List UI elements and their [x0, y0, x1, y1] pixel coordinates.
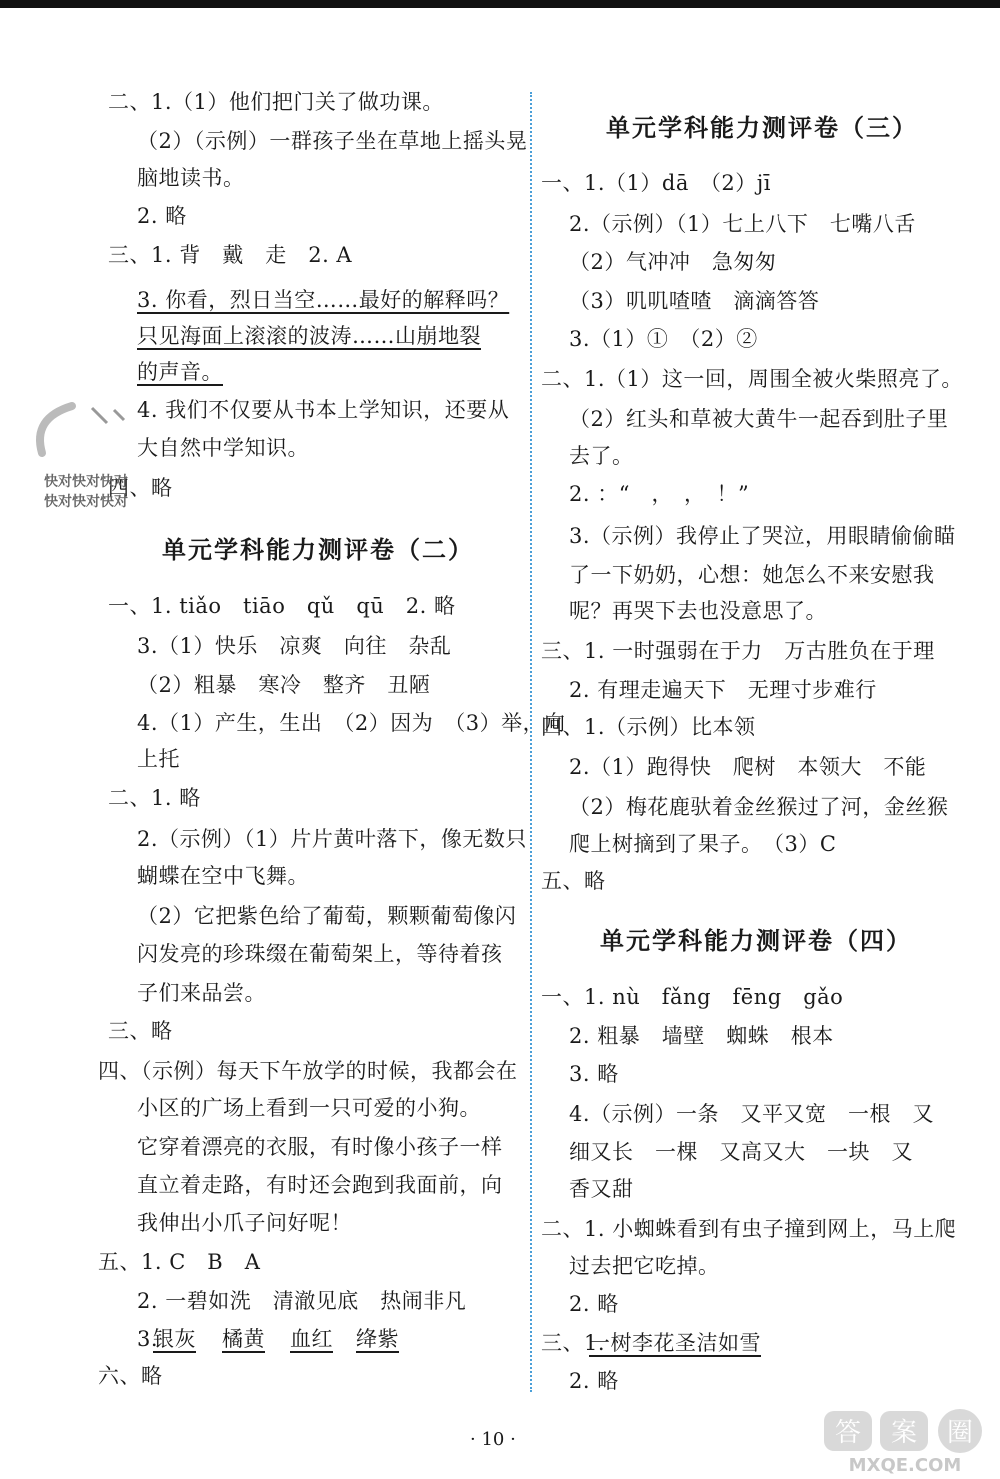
- top-border: [0, 0, 1000, 8]
- answer-line: 2.（示例）（1）片片黄叶落下，像无数只: [137, 827, 527, 851]
- answer-line: 3.（示例）我停止了哭泣，用眼睛偷偷瞄: [569, 524, 956, 548]
- answer-line: 2.（示例）（1）七上八下 七嘴八舌: [569, 212, 916, 236]
- answer-line: 一、1. tiǎo tiāo qǔ qū 2. 略: [108, 594, 456, 618]
- answer-line: 蝴蝶在空中飞舞。: [137, 864, 309, 888]
- answer-line: 四、（示例）每天下午放学的时候，我都会在: [98, 1059, 518, 1083]
- answer-line: 四、1.（示例）比本领: [541, 715, 756, 739]
- answer-line: 香又甜: [569, 1177, 634, 1201]
- answer-line: 去了。: [569, 444, 634, 468]
- underlined-word: 橘黄: [222, 1327, 265, 1351]
- answer-line: 五、1. C B A: [98, 1250, 261, 1274]
- svg-text:案: 案: [890, 1418, 918, 1448]
- answer-line: 二、1. 小蜘蛛看到有虫子撞到网上，马上爬: [541, 1217, 957, 1241]
- answer-line: 二、1.（1）他们把门关了做功课。: [108, 90, 444, 114]
- answer-line: （2）它把紫色给了葡萄，颗颗葡萄像闪: [137, 904, 517, 928]
- answer-line: 四、略: [108, 476, 173, 500]
- answer-line: 三、1. 背 戴 走 2. A: [108, 243, 353, 267]
- watermark-swoosh-icon: [32, 398, 132, 460]
- answer-line: 2. 一碧如洗 清澈见底 热闹非凡: [137, 1289, 467, 1313]
- answer-line: 闪发亮的珍珠缀在葡萄架上，等待着孩: [137, 942, 503, 966]
- answer-line: 二、1. 略: [108, 786, 201, 810]
- answer-line: 二、1.（1）这一回，周围全被火柴照亮了。: [541, 367, 963, 391]
- section-heading-2: 单元学科能力测评卷（二）: [162, 536, 474, 564]
- answer-line: （2）红头和草被大黄牛一起吞到肚子里: [569, 407, 949, 431]
- answer-line: 3.（1）快乐 凉爽 向往 杂乱: [137, 634, 452, 658]
- answer-line: 小区的广场上看到一只可爱的小狗。: [137, 1096, 481, 1120]
- answer-line: 三、略: [108, 1019, 173, 1043]
- underlined-answer-line: 一树李花圣洁如雪: [589, 1331, 761, 1355]
- section-heading-3: 单元学科能力测评卷（三）: [606, 114, 918, 142]
- answer-line: 上托: [137, 747, 180, 771]
- site-logo: [820, 1405, 990, 1475]
- answer-line: 六、略: [98, 1364, 163, 1388]
- answer-line: 爬上树摘到了果子。 （3）C: [569, 832, 837, 856]
- underlined-word: 绛紫: [356, 1327, 399, 1351]
- svg-text:答: 答: [834, 1418, 862, 1448]
- watermark-line: 快对快对快对: [44, 494, 128, 510]
- answer-line: 细又长 一棵 又高又大 一块 又: [569, 1140, 913, 1164]
- answer-line: 2. ：“ ， ， ！”: [569, 482, 750, 506]
- answer-line: （2）粗暴 寒冷 整齐 丑陋: [137, 673, 431, 697]
- answer-line: 4.（1）产生，生出 （2）因为 （3）举，向: [137, 711, 566, 735]
- answer-line: 3. 略: [569, 1062, 619, 1086]
- answer-line: 2. 粗暴 墙壁 蜘蛛 根本: [569, 1024, 834, 1048]
- answer-line: 4. 我们不仅要从书本上学知识，还要从: [137, 398, 510, 422]
- answer-line: 过去把它吃掉。: [569, 1254, 720, 1278]
- answer-line: 大自然中学知识。: [137, 436, 309, 460]
- underlined-word: 银灰: [153, 1327, 196, 1351]
- answer-line: 4.（示例）一条 又平又宽 一根 又: [569, 1102, 935, 1126]
- answer-line: 3.（1）① （2）②: [569, 327, 758, 351]
- page-number: · 10 ·: [470, 1429, 516, 1450]
- answer-line: 它穿着漂亮的衣服，有时像小孩子一样: [137, 1135, 503, 1159]
- underlined-answer-line: 的声音。: [137, 360, 223, 384]
- answer-line: 一、1. nù fǎng fēng gǎo: [541, 985, 844, 1009]
- underlined-word: 血红: [290, 1327, 333, 1351]
- answer-line: 2. 略: [569, 1369, 619, 1393]
- answer-line: 2. 有理走遍天下 无理寸步难行: [569, 678, 877, 702]
- watermark-line: 快对快对快对: [44, 474, 128, 490]
- answer-line: 2. 略: [137, 204, 187, 228]
- answer-line: 一、1.（1）dā （2）jī: [541, 171, 771, 195]
- underlined-answer-line: 只见海面上滚滚的波涛……山崩地裂: [137, 324, 481, 348]
- answer-line: 脑地读书。: [137, 166, 245, 190]
- answer-line: 3.: [137, 1327, 159, 1351]
- answer-line: 我伸出小爪子问好呢！: [137, 1211, 352, 1235]
- answer-line: 呢？再哭下去也没意思了。: [569, 599, 827, 623]
- answer-line: 2. 略: [569, 1292, 619, 1316]
- underlined-answer-line: 3. 你看，烈日当空……最好的解释吗？: [137, 288, 510, 312]
- column-divider: [530, 92, 532, 1392]
- answer-line: 直立着走路，有时还会跑到我面前，向: [137, 1173, 503, 1197]
- svg-text:圈: 圈: [946, 1418, 974, 1448]
- answer-line: 三、1. 一时强弱在于力 万古胜负在于理: [541, 639, 935, 663]
- svg-text:MXQE.COM: MXQE.COM: [848, 1455, 962, 1475]
- section-heading-4: 单元学科能力测评卷（四）: [600, 927, 912, 955]
- answer-line: （2）梅花鹿驮着金丝猴过了河，金丝猴: [569, 795, 949, 819]
- answer-line: （3）叽叽喳喳 滴滴答答: [569, 289, 820, 313]
- answer-line: 五、略: [541, 869, 606, 893]
- answer-line: 三、1.: [541, 1331, 606, 1355]
- answer-line: （2）（示例）一群孩子坐在草地上摇头晃: [137, 129, 528, 153]
- answer-line: （2）气冲冲 急匆匆: [569, 250, 777, 274]
- answer-line: 了一下奶奶，心想：她怎么不来安慰我: [569, 563, 935, 587]
- answer-line: 2.（1）跑得快 爬树 本领大 不能: [569, 755, 927, 779]
- answer-line: 子们来品尝。: [137, 981, 266, 1005]
- watermark-text: [44, 472, 128, 512]
